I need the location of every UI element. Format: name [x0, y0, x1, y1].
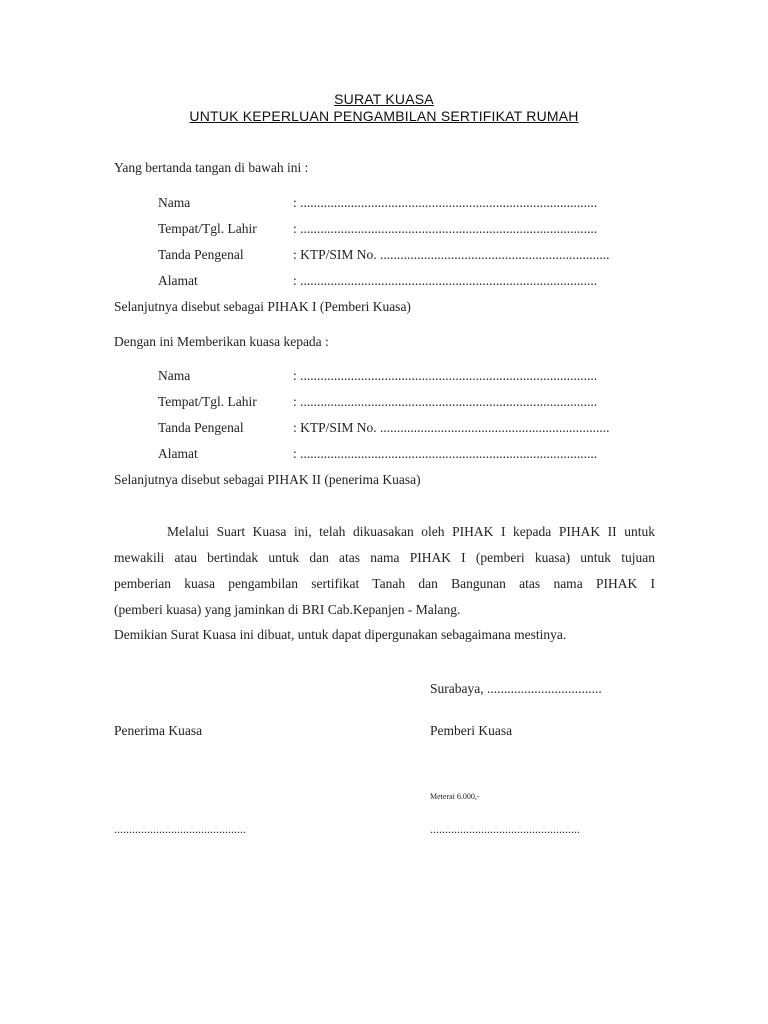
- document-title: SURAT KUASA: [334, 91, 434, 107]
- pihak2-birth-label: Tempat/Tgl. Lahir: [158, 394, 257, 409]
- body-line-3: pemberian kuasa pengambilan sertifikat Tanah dan Bangunan atas nama PIHAK I: [114, 576, 655, 591]
- giver-signature-line: ..................................................: [430, 822, 580, 836]
- pihak1-id-value: : KTP/SIM No. ....................................................................: [293, 247, 610, 262]
- place-date: Surabaya, ..................................: [430, 681, 602, 696]
- pihak1-name-label: Nama: [158, 195, 191, 210]
- intro-text: Yang bertanda tangan di bawah ini :: [114, 160, 309, 175]
- pihak1-caption: Selanjutnya disebut sebagai PIHAK I (Pemberi Kuasa): [114, 299, 411, 314]
- grant-intro: Dengan ini Memberikan kuasa kepada :: [114, 334, 329, 349]
- giver-label: Pemberi Kuasa: [430, 723, 513, 738]
- pihak1-birth-value: : ........................................................................................: [293, 221, 598, 236]
- pihak2-id-value: : KTP/SIM No. ....................................................................: [293, 420, 610, 435]
- body-line-1: Melalui Suart Kuasa ini, telah dikuasakan oleh PIHAK I kepada PIHAK II untuk: [167, 524, 655, 539]
- body-line-2: mewakili atau bertindak untuk dan atas nama PIHAK I (pemberi kuasa) untuk tujuan: [114, 550, 655, 565]
- pihak1-address-label: Alamat: [158, 273, 198, 288]
- pihak2-name-label: Nama: [158, 368, 191, 383]
- pihak2-address-label: Alamat: [158, 446, 198, 461]
- receiver-label: Penerima Kuasa: [114, 723, 203, 738]
- pihak2-birth-value: : ........................................................................................: [293, 394, 598, 409]
- pihak2-id-label: Tanda Pengenal: [158, 420, 244, 435]
- body-line-4: (pemberi kuasa) yang jaminkan di BRI Cab.Kepanjen - Malang.: [114, 602, 461, 617]
- body-closing: Demikian Surat Kuasa ini dibuat, untuk dapat dipergunakan sebagaimana mestinya.: [114, 627, 567, 642]
- document-subtitle: UNTUK KEPERLUAN PENGAMBILAN SERTIFIKAT RUMAH: [189, 108, 579, 124]
- pihak1-name-value: : ........................................................................................: [293, 195, 598, 210]
- pihak1-birth-label: Tempat/Tgl. Lahir: [158, 221, 257, 236]
- pihak2-caption: Selanjutnya disebut sebagai PIHAK II (penerima Kuasa): [114, 472, 421, 487]
- pihak1-id-label: Tanda Pengenal: [158, 247, 244, 262]
- receiver-signature-line: ............................................: [114, 822, 246, 836]
- pihak2-address-value: : ........................................................................................: [293, 446, 598, 461]
- meterai-text: Meterai 6.000,-: [430, 792, 480, 801]
- pihak2-name-value: : ........................................................................................: [293, 368, 598, 383]
- pihak1-address-value: : ........................................................................................: [293, 273, 598, 288]
